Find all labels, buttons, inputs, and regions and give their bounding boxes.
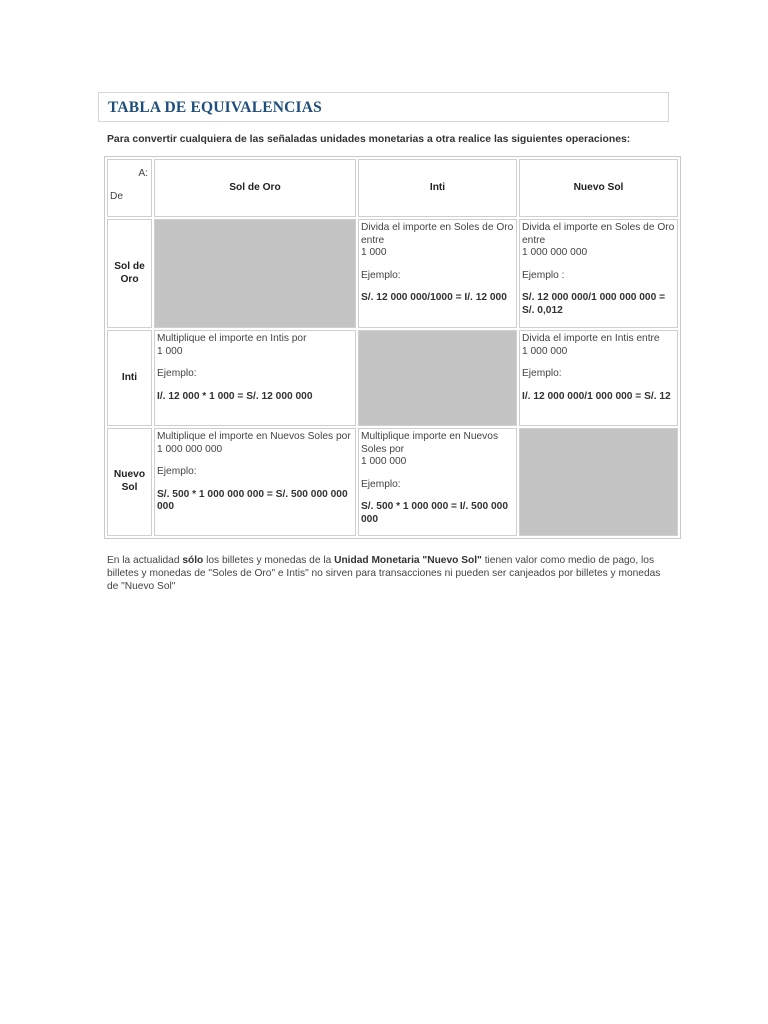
example-label: Ejemplo: <box>361 269 401 281</box>
example-result: S/. 12 000 000/1 000 000 000 = S/. 0,012 <box>522 292 666 316</box>
example-result: I/. 12 000 000/1 000 000 = S/. 12 <box>522 390 671 402</box>
conversion-cell <box>519 330 678 426</box>
conversion-cell <box>154 428 356 536</box>
note-text: En la actualidad <box>107 555 183 566</box>
conversion-cell <box>358 219 517 328</box>
factor-text: 1 000 000 <box>522 345 568 357</box>
instruction-text: Divida el importe en Soles de Oro entre <box>361 222 514 246</box>
example-label: Ejemplo: <box>361 478 401 490</box>
corner-from-label: De <box>110 191 124 202</box>
row-header-sol-de-oro: Sol de Oro <box>107 219 152 328</box>
example-label: Ejemplo: <box>157 466 197 478</box>
conversion-cell <box>358 428 517 536</box>
note-text: los billetes y monedas de la <box>203 555 335 566</box>
factor-text: 1 000 <box>157 345 183 357</box>
conversion-cell <box>154 330 356 426</box>
empty-cell <box>154 219 356 328</box>
example-result: S/. 12 000 000/1000 = I/. 12 000 <box>361 292 507 304</box>
example-result: S/. 500 * 1 000 000 = I/. 500 000 000 <box>361 501 508 525</box>
column-header-nuevo-sol: Nuevo Sol <box>519 159 678 217</box>
footnote-paragraph <box>107 554 667 593</box>
factor-text: 1 000 000 <box>361 456 407 468</box>
table-row <box>107 428 678 536</box>
instruction-text: Divida el importe en Intis entre <box>522 333 660 344</box>
conversion-cell <box>519 219 678 328</box>
factor-text: 1 000 000 000 <box>157 443 223 455</box>
instruction-text: Multiplique el importe en Intis por <box>157 333 307 344</box>
example-label: Ejemplo: <box>522 368 562 380</box>
note-bold-text: Unidad Monetaria "Nuevo Sol" <box>334 555 482 566</box>
example-result: S/. 500 * 1 000 000 000 = S/. 500 000 000 000 <box>157 488 348 513</box>
table-header-row <box>107 159 678 217</box>
note-text: tienen valor como medio de pago, los billetes y monedas de "Soles de Oro" e Intis" no sirven para transacciones ni pueden ser canjeados por billetes y monedas de "Nuevo Sol" <box>107 555 661 592</box>
note-bold-text: sólo <box>182 555 204 566</box>
corner-cell <box>107 159 152 217</box>
intro-text: Para convertir cualquiera de las señaladas unidades monetarias a otra realice las siguientes operaciones: <box>107 134 631 145</box>
instruction-text: Multiplique importe en Nuevos Soles por <box>361 431 499 455</box>
example-label: Ejemplo: <box>157 368 197 380</box>
equivalence-table <box>104 156 681 539</box>
example-result: I/. 12 000 * 1 000 = S/. 12 000 000 <box>157 390 313 402</box>
column-header-sol-de-oro: Sol de Oro <box>154 159 356 217</box>
example-label: Ejemplo : <box>522 269 565 281</box>
row-header-nuevo-sol: Nuevo Sol <box>107 428 152 536</box>
instruction-text: Multiplique el importe en Nuevos Soles por <box>157 431 351 442</box>
column-header-inti: Inti <box>358 159 517 217</box>
table-row <box>107 219 678 328</box>
row-header-inti: Inti <box>107 330 152 426</box>
empty-cell <box>358 330 517 426</box>
corner-to-label: A: <box>138 168 148 179</box>
instruction-text: Divida el importe en Soles de Oro entre <box>522 222 675 246</box>
factor-text: 1 000 <box>361 247 387 259</box>
table-row <box>107 330 678 426</box>
factor-text: 1 000 000 000 <box>522 247 588 259</box>
title-box <box>98 92 669 122</box>
page-title: TABLA DE EQUIVALENCIAS <box>108 99 322 116</box>
empty-cell <box>519 428 678 536</box>
